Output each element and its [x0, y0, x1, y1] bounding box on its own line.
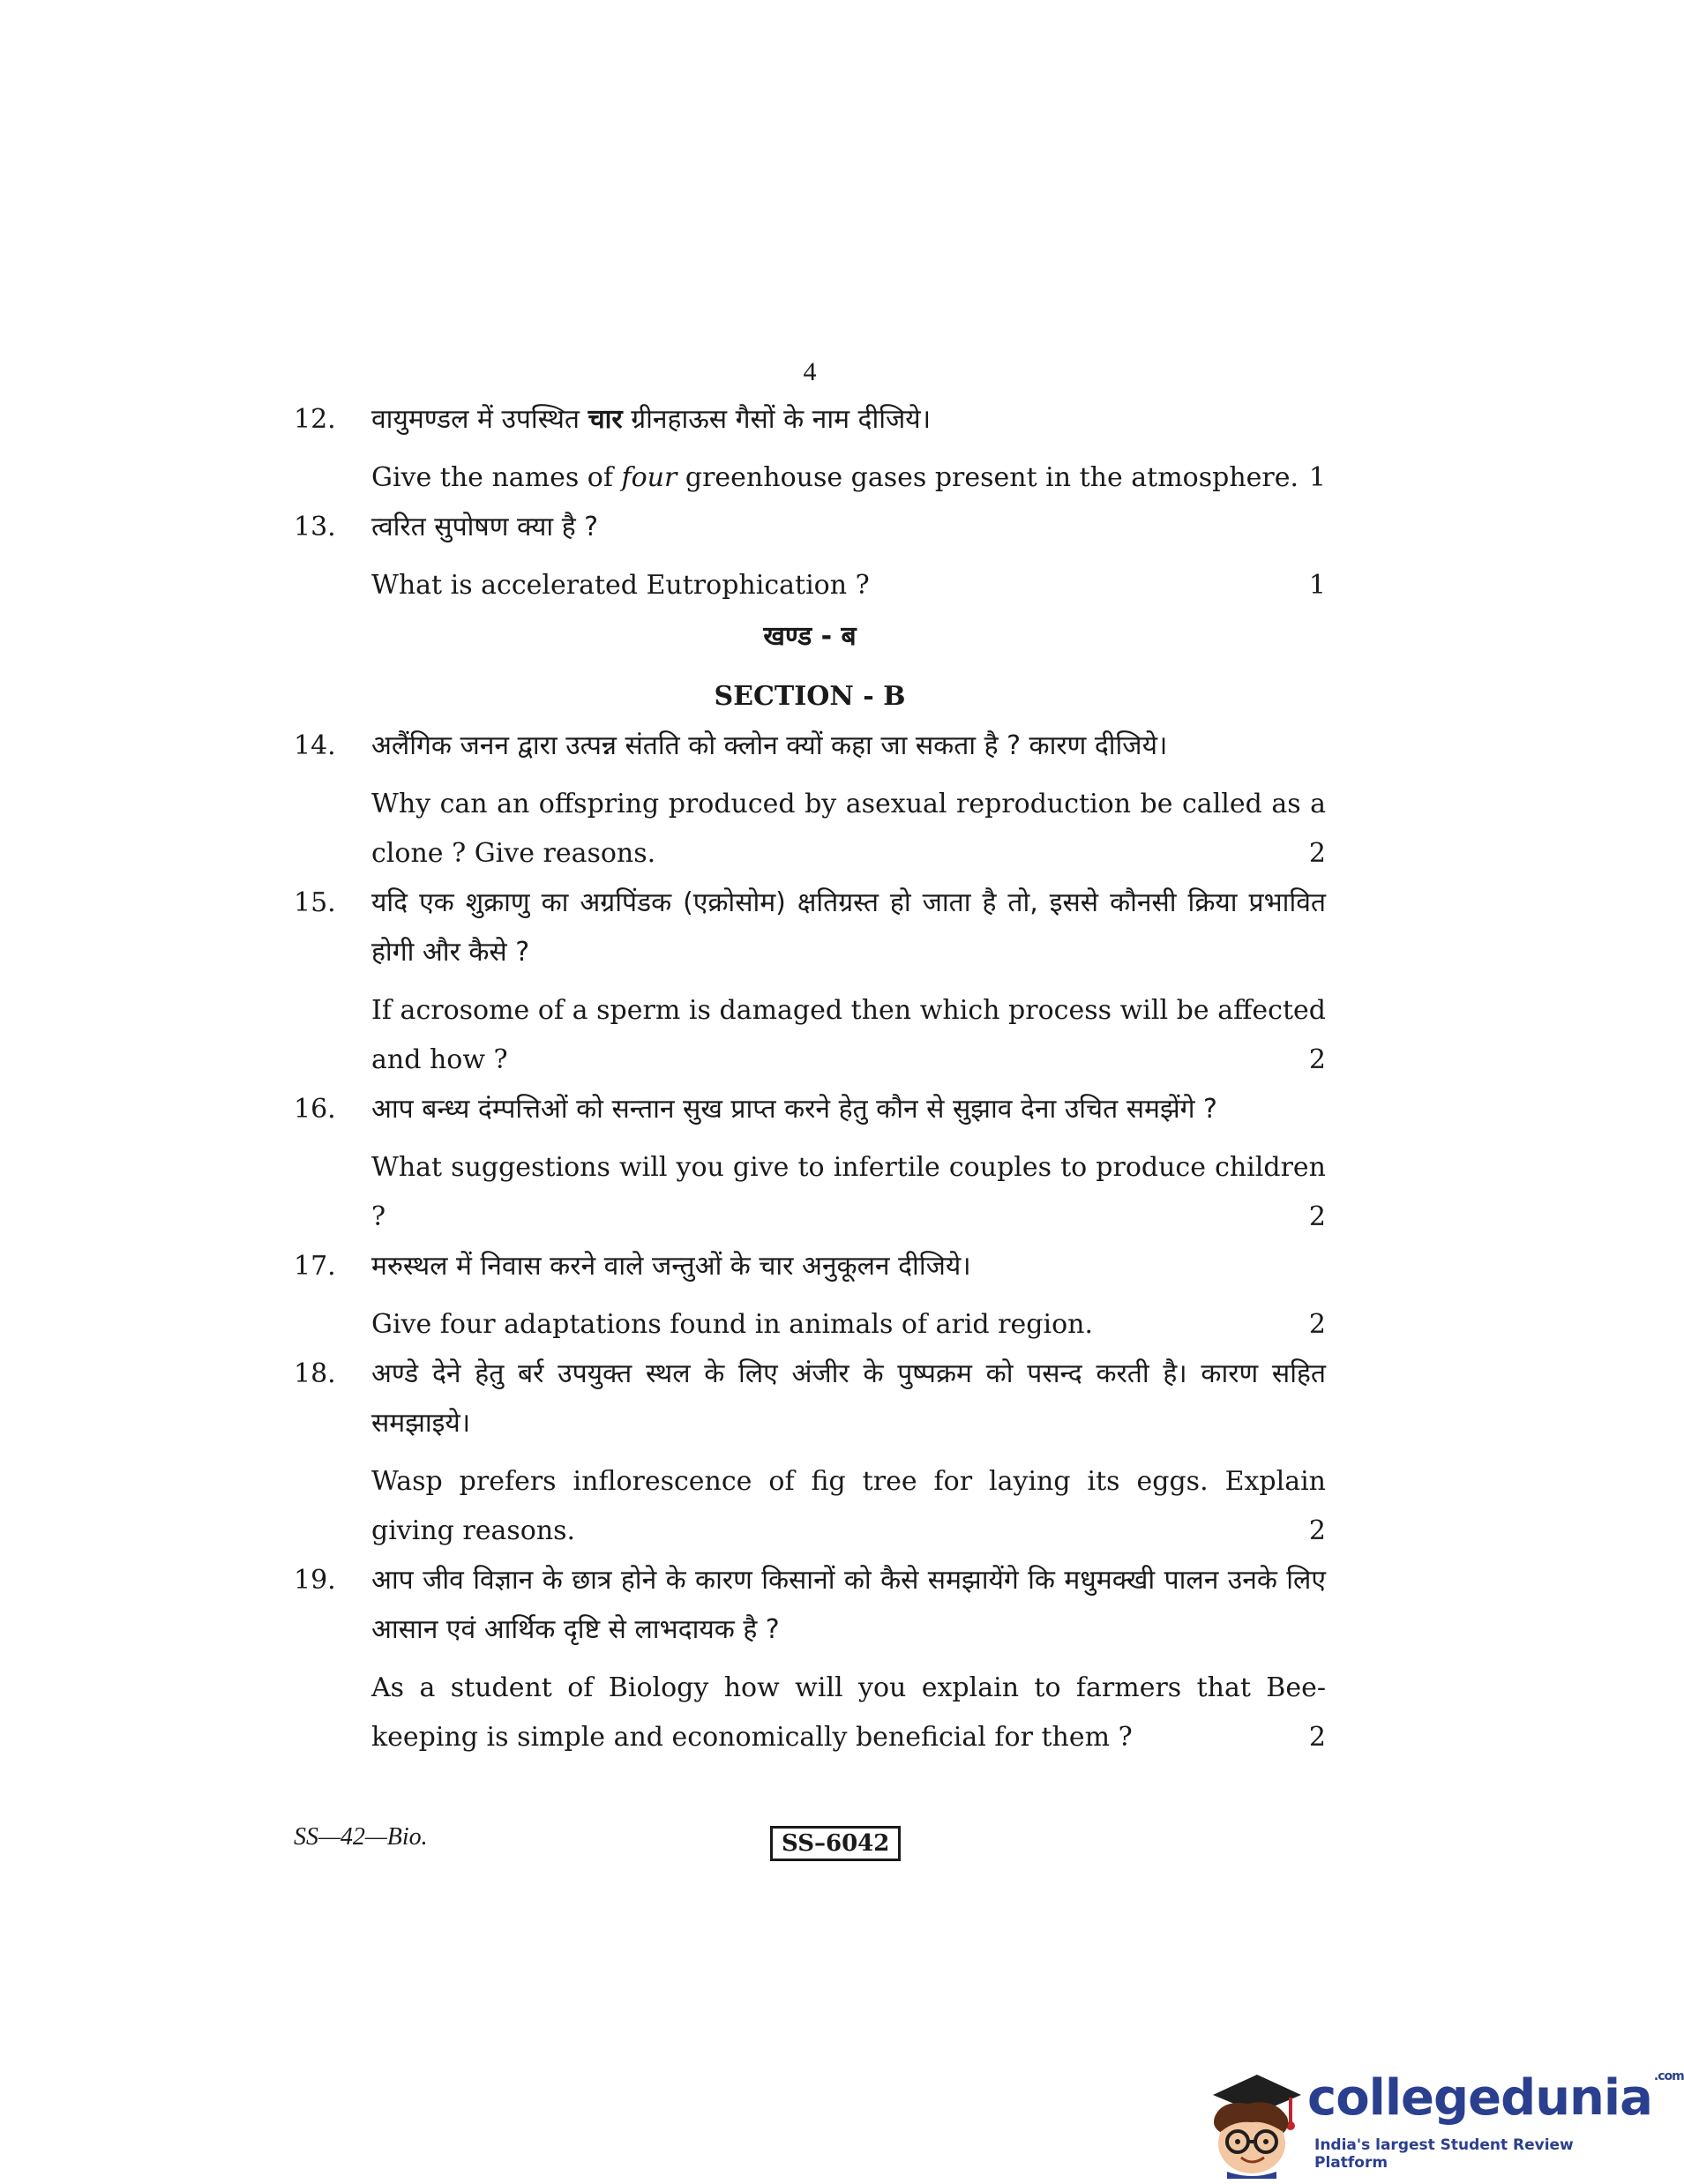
question-marks: 1	[1308, 570, 1326, 601]
question-marks: 1	[1308, 462, 1326, 493]
question-english	[371, 780, 1326, 879]
question-english-text: Why can an offspring produced by asexual reproduction be called as a clone ? Give reasons.	[371, 789, 1326, 869]
logo-tagline: India's largest Student Review Platform	[1314, 2136, 1574, 2172]
paper-code-box: SS–6042	[770, 1826, 901, 1861]
question-hindi: अण्डे देने हेतु बर्र उपयुक्त स्थल के लिए अंजीर के पुष्पक्रम को पसन्द करती है। कारण सहित समझाइये।	[371, 1358, 1326, 1439]
question-number: 17.	[294, 1251, 336, 1282]
question-number: 12.	[294, 404, 336, 435]
question-marks: 2	[1308, 1515, 1326, 1546]
question-english-text: As a student of Biology how will you explain to farmers that Bee-keeping is simple and economically beneficial for them ?	[371, 1672, 1326, 1753]
question-marks: 2	[1308, 838, 1326, 869]
question-19	[294, 1556, 1326, 1762]
question-english-text: If acrosome of a sperm is damaged then which process will be affected and how ?	[371, 995, 1326, 1075]
question-english	[371, 1664, 1326, 1762]
question-hindi: त्वरित सुपोषण क्या है ?	[371, 512, 599, 542]
hindi-bold-word: चार	[588, 404, 623, 435]
question-marks: 2	[1308, 1722, 1326, 1753]
question-english-text: Wasp prefers inflorescence of fig tree for laying its eggs. Explain giving reasons.	[371, 1466, 1326, 1546]
question-18	[294, 1350, 1326, 1556]
section-heading-hindi: खण्ड - ब	[763, 621, 857, 652]
question-english-text: Give four adaptations found in animals of arid region.	[371, 1309, 1093, 1340]
question-number: 15.	[294, 887, 336, 918]
paper-subject-code: SS—42—Bio.	[294, 1823, 428, 1851]
question-hindi: अलैंगिक जनन द्वारा उत्पन्न संतति को क्लोन क्यों कहा जा सकता है ? कारण दीजिये।	[371, 730, 1168, 761]
question-hindi: आप बन्ध्य दंम्पत्तिओं को सन्तान सुख प्राप्त करने हेतु कौन से सुझाव देना उचित समझेंगे ?	[371, 1094, 1217, 1125]
question-english	[371, 453, 1326, 503]
question-15	[294, 879, 1326, 1085]
question-english	[371, 1300, 1326, 1350]
question-number: 13.	[294, 512, 336, 542]
question-hindi: वायुमण्डल में उपस्थित चार ग्रीनहाऊस गैसों के नाम दीजिये।	[371, 404, 932, 435]
question-12	[294, 395, 1326, 503]
collegedunia-logo	[1195, 2055, 1684, 2179]
question-hindi: यदि एक शुक्राणु का अग्रपिंडक (एक्रोसोम) क्षतिग्रस्त हो जाता है तो, इससे कौनसी क्रिया प्रभावित होगी और कैसे ?	[371, 887, 1326, 968]
question-english-text: Give the names of four greenhouse gases present in the atmosphere.	[371, 462, 1299, 493]
italic-word: four	[621, 462, 677, 493]
page-number: 4	[803, 357, 817, 386]
question-paper-content	[294, 395, 1326, 1762]
question-english	[371, 1143, 1326, 1242]
mascot-icon	[1195, 2055, 1310, 2179]
question-16	[294, 1085, 1326, 1242]
question-hindi: आप जीव विज्ञान के छात्र होने के कारण किसानों को कैसे समझायेंगे कि मधुमक्खी पालन उनके लिए आसान एवं आर्थिक दृष्टि से लाभदायक है ?	[371, 1565, 1326, 1645]
question-marks: 2	[1308, 1044, 1326, 1075]
question-english	[371, 986, 1326, 1085]
question-number: 16.	[294, 1094, 336, 1125]
question-english	[371, 561, 1326, 610]
question-hindi: मरुस्थल में निवास करने वाले जन्तुओं के चार अनुकूलन दीजिये।	[371, 1251, 971, 1282]
section-heading-english: SECTION - B	[714, 681, 906, 712]
question-marks: 2	[1308, 1201, 1326, 1232]
question-13	[294, 503, 1326, 610]
question-14	[294, 722, 1326, 879]
question-17	[294, 1242, 1326, 1350]
question-english-text: What suggestions will you give to infertile couples to produce children ?	[371, 1152, 1326, 1232]
question-english-text: What is accelerated Eutrophication ?	[371, 570, 870, 601]
question-number: 18.	[294, 1358, 336, 1389]
logo-brand-text: collegedunia $^{.com}$	[1307, 2069, 1684, 2127]
question-english	[371, 1457, 1326, 1556]
question-list	[294, 722, 1326, 1762]
question-marks: 2	[1308, 1309, 1326, 1340]
question-number: 14.	[294, 730, 336, 761]
question-number: 19.	[294, 1565, 336, 1596]
